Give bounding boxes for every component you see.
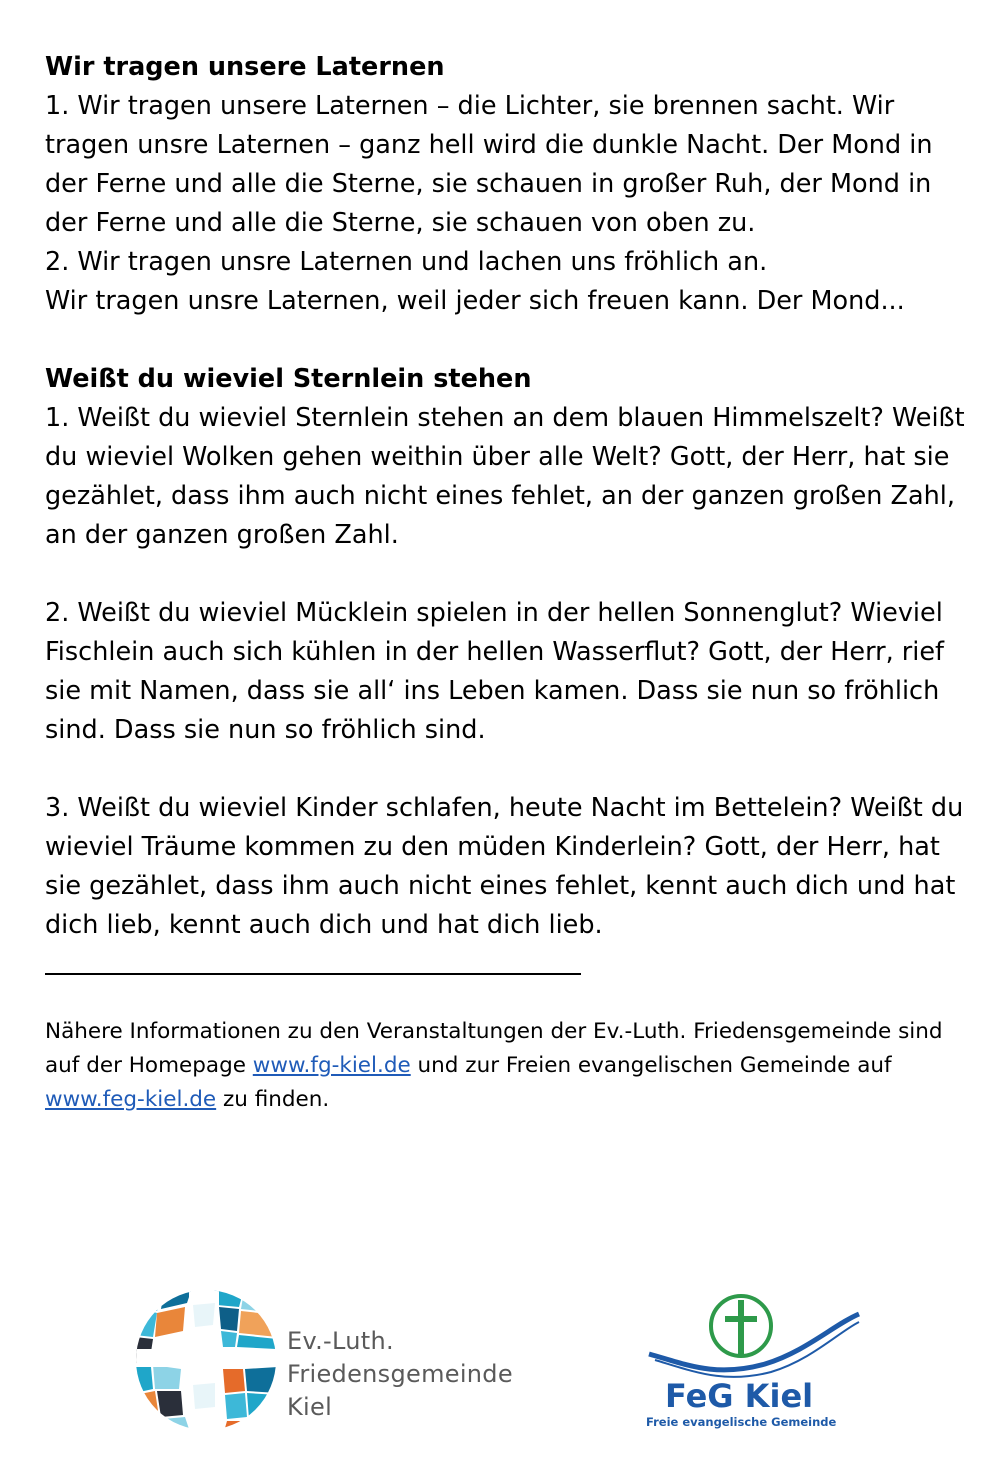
spacer: [45, 555, 965, 594]
info-text: Nähere Informationen zu den Veranstaltungen der Ev.-Luth. Friedensgemeinde sind auf der Homepage: [45, 1019, 943, 1078]
friedensgemeinde-logo: [135, 1285, 565, 1435]
link-fg-kiel[interactable]: www.fg-kiel.de: [252, 1053, 411, 1078]
info-paragraph: [45, 1015, 945, 1117]
info-text: und zur Freien evangelischen Gemeinde auf: [410, 1053, 892, 1078]
mosaic-cross-icon: [135, 1285, 277, 1435]
feg-name: FeG Kiel: [665, 1377, 814, 1415]
info-text: zu finden.: [216, 1087, 330, 1112]
page-content: [45, 48, 965, 1117]
separator-line: [45, 973, 581, 975]
song-title-sternlein: Weißt du wieviel Sternlein stehen: [45, 364, 532, 394]
song-verse: 1. Weißt du wieviel Sternlein stehen an dem blauen Himmelszelt? Weißt du wieviel Wolken gehen weithin über alle Welt? Gott, der Herr, hat sie gezählet, dass ihm auch nicht eines fehlet, an der ganzen großen Zahl, an der ganzen großen Zahl.: [45, 403, 965, 550]
link-feg-kiel[interactable]: www.feg-kiel.de: [45, 1087, 217, 1112]
spacer: [45, 750, 965, 789]
logo-line: Friedensgemeinde Kiel: [287, 1360, 513, 1421]
song-verse: 2. Wir tragen unsre Laternen und lachen uns fröhlich an. Wir tragen unsre Laternen, weil jeder sich freuen kann. Der Mond...: [45, 247, 905, 316]
song-verse: 3. Weißt du wieviel Kinder schlafen, heute Nacht im Bettelein? Weißt du wieviel Träume kommen zu den müden Kinderlein? Gott, der Herr, hat sie gezählet, dass ihm auch nicht eines fehlet, kennt auch dich und hat dich lieb, kennt auch dich und hat dich lieb.: [45, 793, 964, 940]
song-verse: 2. Weißt du wieviel Mücklein spielen in der hellen Sonnenglut? Wieviel Fischlein auch sich kühlen in der hellen Wasserflut? Gott, der Herr, rief sie mit Namen, dass sie all‘ ins Leben kamen. Dass sie nun so fröhlich sind. Dass sie nun so fröhlich sind.: [45, 598, 945, 745]
spacer: [45, 321, 965, 360]
friedensgemeinde-name: [287, 1325, 565, 1424]
logo-line: Ev.-Luth.: [287, 1327, 394, 1355]
cross-circle-wave-icon: [645, 1294, 860, 1384]
feg-subtitle: Freie evangelische Gemeinde: [646, 1415, 837, 1429]
song-title-laternen: Wir tragen unsere Laternen: [45, 52, 445, 82]
feg-kiel-logo: [645, 1294, 865, 1434]
song-verse: 1. Wir tragen unsere Laternen – die Lichter, sie brennen sacht. Wir tragen unsre Laternen – ganz hell wird die dunkle Nacht. Der Mond in der Ferne und alle die Sterne, sie schauen in großer Ruh, der Mond in der Ferne und alle die Sterne, sie schauen von oben zu.: [45, 91, 933, 238]
